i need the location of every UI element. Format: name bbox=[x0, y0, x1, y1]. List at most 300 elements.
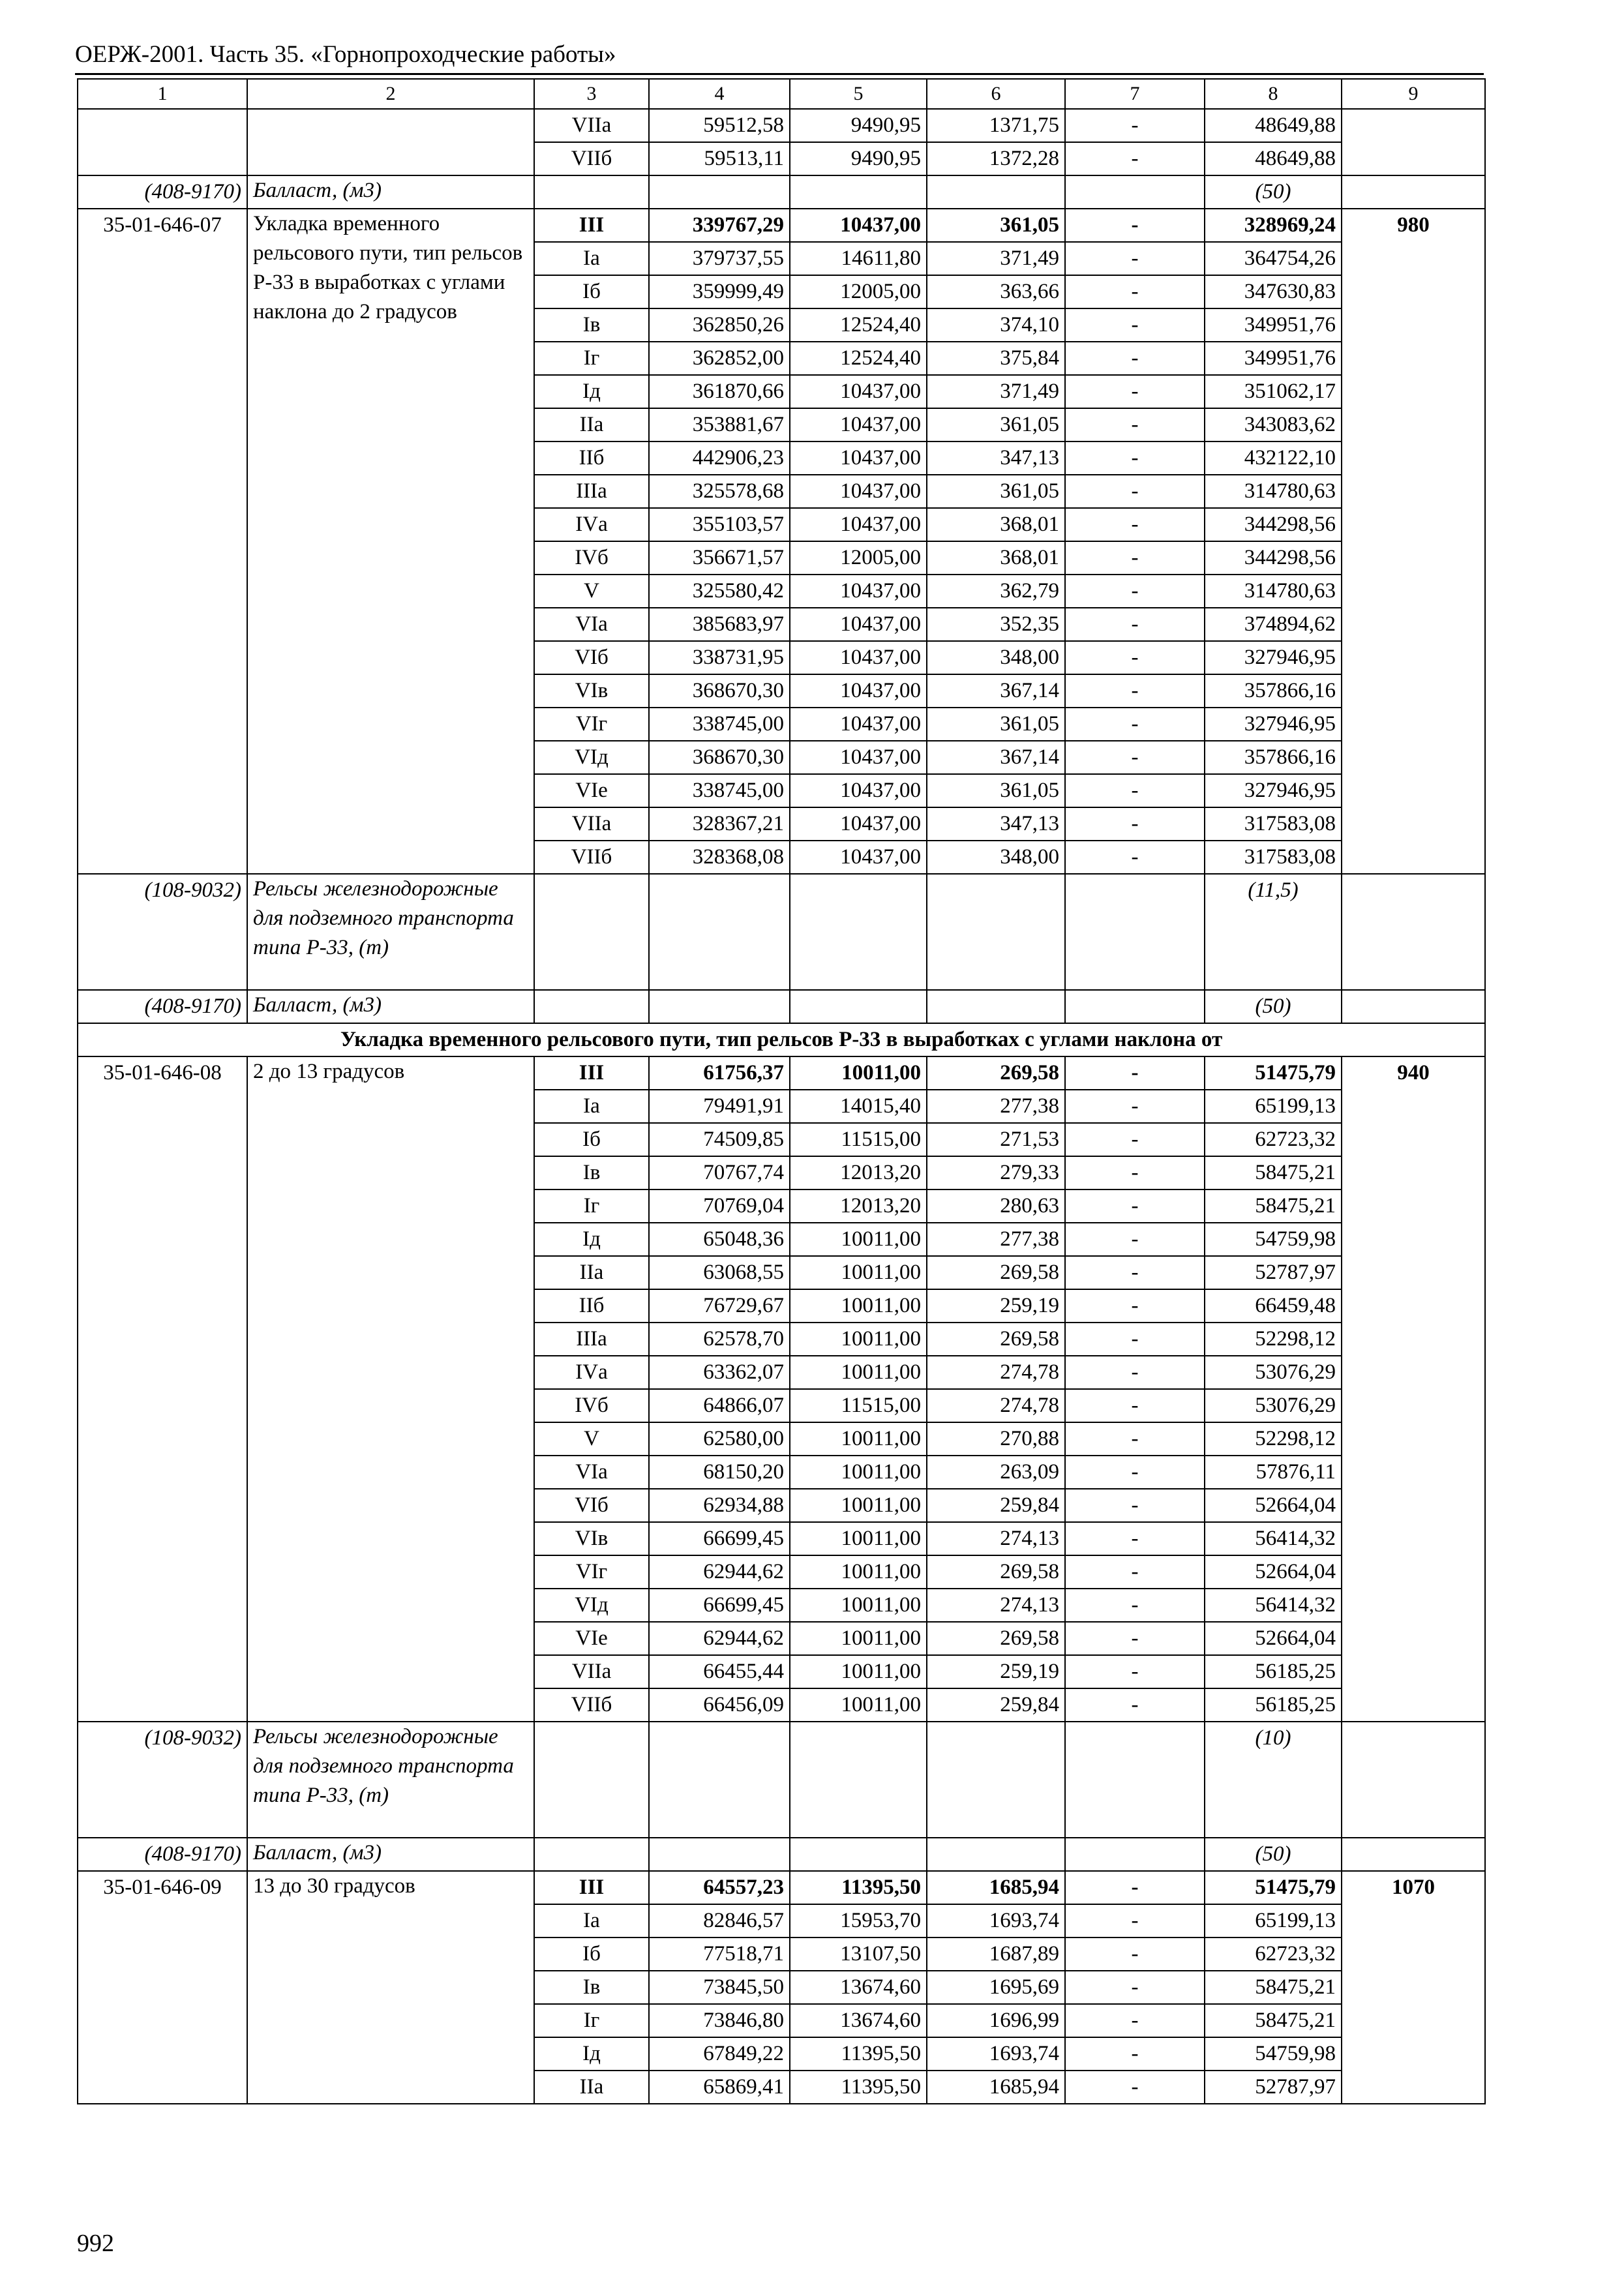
variant-cell: VIг bbox=[534, 708, 649, 741]
materials-cell: 52298,12 bbox=[1205, 1323, 1342, 1356]
wages-cell: 12005,00 bbox=[790, 275, 927, 308]
cost-total-cell: 359999,49 bbox=[649, 275, 790, 308]
variant-cell: VIв bbox=[534, 674, 649, 708]
drivers-wage-cell: - bbox=[1065, 1356, 1205, 1389]
empty-cell bbox=[1342, 990, 1485, 1023]
variant-cell: IIIа bbox=[534, 475, 649, 508]
variant-cell: Iг bbox=[534, 1189, 649, 1223]
drivers-wage-cell: - bbox=[1065, 2004, 1205, 2037]
drivers-wage-cell: - bbox=[1065, 2071, 1205, 2104]
wages-cell: 10437,00 bbox=[790, 508, 927, 541]
resource-row bbox=[78, 1838, 1485, 1871]
empty-cell bbox=[1065, 874, 1205, 990]
materials-cell: 328969,24 bbox=[1205, 209, 1342, 242]
cost-total-cell: 66456,09 bbox=[649, 1688, 790, 1722]
resource-code-cell: (108-9032) bbox=[78, 874, 247, 990]
wages-cell: 10011,00 bbox=[790, 1422, 927, 1456]
drivers-wage-cell: - bbox=[1065, 1589, 1205, 1622]
materials-cell: 66459,48 bbox=[1205, 1289, 1342, 1323]
variant-cell: Iв bbox=[534, 1156, 649, 1189]
variant-cell: VIд bbox=[534, 741, 649, 774]
drivers-wage-cell: - bbox=[1065, 1156, 1205, 1189]
materials-cell: 314780,63 bbox=[1205, 575, 1342, 608]
wages-cell: 10011,00 bbox=[790, 1223, 927, 1256]
materials-cell: 364754,26 bbox=[1205, 242, 1342, 275]
materials-cell: 357866,16 bbox=[1205, 674, 1342, 708]
wages-cell: 10437,00 bbox=[790, 807, 927, 841]
resource-name-cell: Балласт, (м3) bbox=[247, 1838, 534, 1871]
machines-cell: 363,66 bbox=[927, 275, 1065, 308]
wages-cell: 10011,00 bbox=[790, 1522, 927, 1555]
cost-total-cell: 65048,36 bbox=[649, 1223, 790, 1256]
machines-cell: 1371,75 bbox=[927, 109, 1065, 142]
drivers-wage-cell: - bbox=[1065, 1971, 1205, 2004]
cost-total-cell: 62944,62 bbox=[649, 1555, 790, 1589]
empty-cell bbox=[534, 1838, 649, 1871]
empty-cell bbox=[534, 1722, 649, 1838]
work-description-cell: Укладка временного рельсового пути, тип рельсов Р-33 в выработках с углами наклона до 2 градусов bbox=[247, 209, 534, 874]
column-number: 3 bbox=[534, 79, 649, 109]
column-number: 1 bbox=[78, 79, 247, 109]
variant-cell: IVа bbox=[534, 508, 649, 541]
machines-cell: 374,10 bbox=[927, 308, 1065, 342]
drivers-wage-cell: - bbox=[1065, 1871, 1205, 1904]
machines-cell: 263,09 bbox=[927, 1456, 1065, 1489]
cost-total-cell: 82846,57 bbox=[649, 1904, 790, 1937]
machines-cell: 362,79 bbox=[927, 575, 1065, 608]
empty-cell bbox=[1065, 175, 1205, 209]
drivers-wage-cell: - bbox=[1065, 1123, 1205, 1156]
materials-cell: 56414,32 bbox=[1205, 1589, 1342, 1622]
variant-cell: IVб bbox=[534, 541, 649, 575]
table-row bbox=[78, 1871, 1485, 1904]
variant-cell: VIе bbox=[534, 774, 649, 807]
variant-cell: VIIа bbox=[534, 109, 649, 142]
machines-cell: 361,05 bbox=[927, 708, 1065, 741]
resource-row bbox=[78, 175, 1485, 209]
materials-cell: 62723,32 bbox=[1205, 1123, 1342, 1156]
cost-total-cell: 70767,74 bbox=[649, 1156, 790, 1189]
wages-cell: 9490,95 bbox=[790, 142, 927, 175]
table-row bbox=[78, 109, 1485, 142]
rates-table bbox=[77, 78, 1486, 2104]
variant-cell: IIб bbox=[534, 441, 649, 475]
variant-cell: Iг bbox=[534, 2004, 649, 2037]
materials-cell: 343083,62 bbox=[1205, 408, 1342, 441]
variant-cell: VIIб bbox=[534, 1688, 649, 1722]
materials-cell: 52664,04 bbox=[1205, 1555, 1342, 1589]
materials-cell: 374894,62 bbox=[1205, 608, 1342, 641]
resource-code-cell: (408-9170) bbox=[78, 175, 247, 209]
machines-cell: 1695,69 bbox=[927, 1971, 1065, 2004]
empty-cell bbox=[927, 175, 1065, 209]
cost-total-cell: 338745,00 bbox=[649, 774, 790, 807]
wages-cell: 10437,00 bbox=[790, 708, 927, 741]
drivers-wage-cell: - bbox=[1065, 641, 1205, 674]
labor-total-cell: 940 bbox=[1342, 1056, 1485, 1722]
materials-cell: 58475,21 bbox=[1205, 2004, 1342, 2037]
cost-total-cell: 362850,26 bbox=[649, 308, 790, 342]
machines-cell: 269,58 bbox=[927, 1056, 1065, 1090]
cost-total-cell: 73845,50 bbox=[649, 1971, 790, 2004]
drivers-wage-cell: - bbox=[1065, 774, 1205, 807]
cost-total-cell: 356671,57 bbox=[649, 541, 790, 575]
variant-cell: Iа bbox=[534, 1904, 649, 1937]
cost-total-cell: 67849,22 bbox=[649, 2037, 790, 2071]
wages-cell: 11515,00 bbox=[790, 1389, 927, 1422]
drivers-wage-cell: - bbox=[1065, 1655, 1205, 1688]
wages-cell: 10437,00 bbox=[790, 408, 927, 441]
cost-total-cell: 62934,88 bbox=[649, 1489, 790, 1522]
cost-total-cell: 63362,07 bbox=[649, 1356, 790, 1389]
materials-cell: 327946,95 bbox=[1205, 641, 1342, 674]
variant-cell: VIIа bbox=[534, 807, 649, 841]
machines-cell: 1685,94 bbox=[927, 1871, 1065, 1904]
resource-name-cell: Балласт, (м3) bbox=[247, 990, 534, 1023]
page-number: 992 bbox=[77, 2230, 114, 2257]
wages-cell: 12013,20 bbox=[790, 1156, 927, 1189]
materials-cell: 52787,97 bbox=[1205, 2071, 1342, 2104]
materials-cell: 54759,98 bbox=[1205, 2037, 1342, 2071]
machines-cell: 269,58 bbox=[927, 1622, 1065, 1655]
section-title: Укладка временного рельсового пути, тип рельсов Р-33 в выработках с углами наклона от bbox=[78, 1023, 1485, 1056]
materials-cell: 357866,16 bbox=[1205, 741, 1342, 774]
variant-cell: Iб bbox=[534, 275, 649, 308]
resource-code-cell: (108-9032) bbox=[78, 1722, 247, 1838]
cost-total-cell: 328367,21 bbox=[649, 807, 790, 841]
machines-cell: 1693,74 bbox=[927, 1904, 1065, 1937]
machines-cell: 274,78 bbox=[927, 1356, 1065, 1389]
resource-row bbox=[78, 990, 1485, 1023]
wages-cell: 9490,95 bbox=[790, 109, 927, 142]
machines-cell: 361,05 bbox=[927, 408, 1065, 441]
variant-cell: IIIа bbox=[534, 1323, 649, 1356]
materials-cell: 344298,56 bbox=[1205, 541, 1342, 575]
resource-code-cell: (408-9170) bbox=[78, 1838, 247, 1871]
variant-cell: Iв bbox=[534, 308, 649, 342]
empty-cell bbox=[1342, 175, 1485, 209]
empty-cell bbox=[1065, 1838, 1205, 1871]
resource-name-cell: Рельсы железнодорожные для подземного транспорта типа Р-33, (т) bbox=[247, 1722, 534, 1838]
drivers-wage-cell: - bbox=[1065, 708, 1205, 741]
wages-cell: 12013,20 bbox=[790, 1189, 927, 1223]
variant-cell: VIе bbox=[534, 1622, 649, 1655]
empty-cell bbox=[534, 990, 649, 1023]
machines-cell: 347,13 bbox=[927, 441, 1065, 475]
wages-cell: 11515,00 bbox=[790, 1123, 927, 1156]
cost-total-cell: 325578,68 bbox=[649, 475, 790, 508]
empty-cell bbox=[790, 990, 927, 1023]
machines-cell: 259,84 bbox=[927, 1489, 1065, 1522]
resource-name-cell: Балласт, (м3) bbox=[247, 175, 534, 209]
drivers-wage-cell: - bbox=[1065, 1090, 1205, 1123]
materials-cell: 56414,32 bbox=[1205, 1522, 1342, 1555]
machines-cell: 1693,74 bbox=[927, 2037, 1065, 2071]
wages-cell: 10437,00 bbox=[790, 774, 927, 807]
variant-cell: VIг bbox=[534, 1555, 649, 1589]
cost-total-cell: 442906,23 bbox=[649, 441, 790, 475]
materials-cell: 52664,04 bbox=[1205, 1489, 1342, 1522]
wages-cell: 13674,60 bbox=[790, 2004, 927, 2037]
wages-cell: 10437,00 bbox=[790, 674, 927, 708]
machines-cell: 361,05 bbox=[927, 209, 1065, 242]
empty-cell bbox=[649, 874, 790, 990]
materials-cell: 317583,08 bbox=[1205, 841, 1342, 874]
wages-cell: 12524,40 bbox=[790, 342, 927, 375]
variant-cell: VIд bbox=[534, 1589, 649, 1622]
variant-cell: VIа bbox=[534, 1456, 649, 1489]
empty-cell bbox=[649, 1838, 790, 1871]
materials-cell: 58475,21 bbox=[1205, 1971, 1342, 2004]
empty-cell bbox=[1342, 1838, 1485, 1871]
drivers-wage-cell: - bbox=[1065, 1688, 1205, 1722]
wages-cell: 12005,00 bbox=[790, 541, 927, 575]
machines-cell: 1696,99 bbox=[927, 2004, 1065, 2037]
wages-cell: 13107,50 bbox=[790, 1937, 927, 1971]
table-row bbox=[78, 1056, 1485, 1090]
wages-cell: 10011,00 bbox=[790, 1323, 927, 1356]
drivers-wage-cell: - bbox=[1065, 1056, 1205, 1090]
machines-cell: 274,13 bbox=[927, 1522, 1065, 1555]
machines-cell: 259,19 bbox=[927, 1655, 1065, 1688]
cost-total-cell: 76729,67 bbox=[649, 1289, 790, 1323]
machines-cell: 259,84 bbox=[927, 1688, 1065, 1722]
empty-cell bbox=[649, 175, 790, 209]
cost-total-cell: 353881,67 bbox=[649, 408, 790, 441]
rate-code-cell: 35-01-646-09 bbox=[78, 1871, 247, 2104]
machines-cell: 368,01 bbox=[927, 508, 1065, 541]
cost-total-cell: 63068,55 bbox=[649, 1256, 790, 1289]
drivers-wage-cell: - bbox=[1065, 375, 1205, 408]
materials-cell: 347630,83 bbox=[1205, 275, 1342, 308]
empty-cell bbox=[1342, 874, 1485, 990]
wages-cell: 10011,00 bbox=[790, 1555, 927, 1589]
drivers-wage-cell: - bbox=[1065, 1189, 1205, 1223]
cost-total-cell: 368670,30 bbox=[649, 741, 790, 774]
machines-cell: 271,53 bbox=[927, 1123, 1065, 1156]
section-row bbox=[78, 1023, 1485, 1056]
machines-cell: 1687,89 bbox=[927, 1937, 1065, 1971]
column-number: 8 bbox=[1205, 79, 1342, 109]
cost-total-cell: 379737,55 bbox=[649, 242, 790, 275]
cost-total-cell: 65869,41 bbox=[649, 2071, 790, 2104]
drivers-wage-cell: - bbox=[1065, 1555, 1205, 1589]
variant-cell: Iд bbox=[534, 2037, 649, 2071]
column-number-row bbox=[78, 79, 1485, 109]
drivers-wage-cell: - bbox=[1065, 1256, 1205, 1289]
machines-cell: 274,78 bbox=[927, 1389, 1065, 1422]
wages-cell: 10011,00 bbox=[790, 1056, 927, 1090]
variant-cell: VIIб bbox=[534, 142, 649, 175]
drivers-wage-cell: - bbox=[1065, 1422, 1205, 1456]
materials-cell: 349951,76 bbox=[1205, 308, 1342, 342]
variant-cell: III bbox=[534, 1056, 649, 1090]
cost-total-cell: 62580,00 bbox=[649, 1422, 790, 1456]
resource-qty-cell: (50) bbox=[1205, 1838, 1342, 1871]
wages-cell: 10437,00 bbox=[790, 741, 927, 774]
cost-total-cell: 325580,42 bbox=[649, 575, 790, 608]
machines-cell: 1372,28 bbox=[927, 142, 1065, 175]
empty-cell bbox=[247, 109, 534, 175]
materials-cell: 51475,79 bbox=[1205, 1056, 1342, 1090]
wages-cell: 10011,00 bbox=[790, 1655, 927, 1688]
cost-total-cell: 62578,70 bbox=[649, 1323, 790, 1356]
wages-cell: 14015,40 bbox=[790, 1090, 927, 1123]
cost-total-cell: 328368,08 bbox=[649, 841, 790, 874]
drivers-wage-cell: - bbox=[1065, 1937, 1205, 1971]
wages-cell: 10437,00 bbox=[790, 608, 927, 641]
variant-cell: IIа bbox=[534, 408, 649, 441]
empty-cell bbox=[534, 175, 649, 209]
column-number: 2 bbox=[247, 79, 534, 109]
materials-cell: 53076,29 bbox=[1205, 1356, 1342, 1389]
cost-total-cell: 361870,66 bbox=[649, 375, 790, 408]
machines-cell: 270,88 bbox=[927, 1422, 1065, 1456]
column-number: 5 bbox=[790, 79, 927, 109]
drivers-wage-cell: - bbox=[1065, 209, 1205, 242]
column-number: 4 bbox=[649, 79, 790, 109]
machines-cell: 361,05 bbox=[927, 774, 1065, 807]
wages-cell: 10437,00 bbox=[790, 575, 927, 608]
cost-total-cell: 59513,11 bbox=[649, 142, 790, 175]
empty-cell bbox=[790, 175, 927, 209]
empty-cell bbox=[927, 874, 1065, 990]
work-description-cell: 13 до 30 градусов bbox=[247, 1871, 534, 2104]
cost-total-cell: 362852,00 bbox=[649, 342, 790, 375]
materials-cell: 65199,13 bbox=[1205, 1904, 1342, 1937]
empty-cell bbox=[927, 990, 1065, 1023]
materials-cell: 314780,63 bbox=[1205, 475, 1342, 508]
labor-total-cell: 980 bbox=[1342, 209, 1485, 874]
variant-cell: IVа bbox=[534, 1356, 649, 1389]
drivers-wage-cell: - bbox=[1065, 1522, 1205, 1555]
machines-cell: 269,58 bbox=[927, 1555, 1065, 1589]
materials-cell: 432122,10 bbox=[1205, 441, 1342, 475]
materials-cell: 57876,11 bbox=[1205, 1456, 1342, 1489]
resource-row bbox=[78, 1722, 1485, 1838]
cost-total-cell: 62944,62 bbox=[649, 1622, 790, 1655]
variant-cell: V bbox=[534, 575, 649, 608]
drivers-wage-cell: - bbox=[1065, 1489, 1205, 1522]
machines-cell: 274,13 bbox=[927, 1589, 1065, 1622]
variant-cell: Iб bbox=[534, 1937, 649, 1971]
machines-cell: 348,00 bbox=[927, 841, 1065, 874]
empty-cell bbox=[649, 990, 790, 1023]
cost-total-cell: 66699,45 bbox=[649, 1522, 790, 1555]
machines-cell: 371,49 bbox=[927, 375, 1065, 408]
column-number: 9 bbox=[1342, 79, 1485, 109]
wages-cell: 10011,00 bbox=[790, 1589, 927, 1622]
variant-cell: VIб bbox=[534, 641, 649, 674]
drivers-wage-cell: - bbox=[1065, 1622, 1205, 1655]
column-number: 7 bbox=[1065, 79, 1205, 109]
drivers-wage-cell: - bbox=[1065, 541, 1205, 575]
variant-cell: Iа bbox=[534, 1090, 649, 1123]
wages-cell: 10437,00 bbox=[790, 641, 927, 674]
drivers-wage-cell: - bbox=[1065, 1456, 1205, 1489]
cost-total-cell: 64866,07 bbox=[649, 1389, 790, 1422]
materials-cell: 65199,13 bbox=[1205, 1090, 1342, 1123]
drivers-wage-cell: - bbox=[1065, 807, 1205, 841]
variant-cell: IVб bbox=[534, 1389, 649, 1422]
cost-total-cell: 59512,58 bbox=[649, 109, 790, 142]
rate-code-cell: 35-01-646-07 bbox=[78, 209, 247, 874]
drivers-wage-cell: - bbox=[1065, 342, 1205, 375]
wages-cell: 10437,00 bbox=[790, 475, 927, 508]
cost-total-cell: 79491,91 bbox=[649, 1090, 790, 1123]
drivers-wage-cell: - bbox=[1065, 741, 1205, 774]
resource-code-cell: (408-9170) bbox=[78, 990, 247, 1023]
variant-cell: V bbox=[534, 1422, 649, 1456]
machines-cell: 277,38 bbox=[927, 1090, 1065, 1123]
machines-cell: 368,01 bbox=[927, 541, 1065, 575]
wages-cell: 10437,00 bbox=[790, 841, 927, 874]
wages-cell: 10011,00 bbox=[790, 1356, 927, 1389]
wages-cell: 14611,80 bbox=[790, 242, 927, 275]
page-header: ОЕРЖ-2001. Часть 35. «Горнопроходческие работы» bbox=[75, 41, 616, 68]
resource-qty-cell: (11,5) bbox=[1205, 874, 1342, 990]
drivers-wage-cell: - bbox=[1065, 109, 1205, 142]
wages-cell: 10011,00 bbox=[790, 1688, 927, 1722]
variant-cell: Iг bbox=[534, 342, 649, 375]
labor-total-cell: 1070 bbox=[1342, 1871, 1485, 2104]
materials-cell: 58475,21 bbox=[1205, 1189, 1342, 1223]
wages-cell: 15953,70 bbox=[790, 1904, 927, 1937]
variant-cell: Iв bbox=[534, 1971, 649, 2004]
drivers-wage-cell: - bbox=[1065, 674, 1205, 708]
cost-total-cell: 73846,80 bbox=[649, 2004, 790, 2037]
variant-cell: Iа bbox=[534, 242, 649, 275]
materials-cell: 52787,97 bbox=[1205, 1256, 1342, 1289]
materials-cell: 48649,88 bbox=[1205, 109, 1342, 142]
materials-cell: 52664,04 bbox=[1205, 1622, 1342, 1655]
machines-cell: 347,13 bbox=[927, 807, 1065, 841]
variant-cell: III bbox=[534, 1871, 649, 1904]
wages-cell: 12524,40 bbox=[790, 308, 927, 342]
materials-cell: 56185,25 bbox=[1205, 1655, 1342, 1688]
wages-cell: 10437,00 bbox=[790, 375, 927, 408]
drivers-wage-cell: - bbox=[1065, 408, 1205, 441]
rate-code-cell: 35-01-646-08 bbox=[78, 1056, 247, 1722]
drivers-wage-cell: - bbox=[1065, 475, 1205, 508]
cost-total-cell: 338745,00 bbox=[649, 708, 790, 741]
wages-cell: 10011,00 bbox=[790, 1456, 927, 1489]
materials-cell: 327946,95 bbox=[1205, 708, 1342, 741]
empty-cell bbox=[1342, 109, 1485, 175]
cost-total-cell: 368670,30 bbox=[649, 674, 790, 708]
machines-cell: 371,49 bbox=[927, 242, 1065, 275]
empty-cell bbox=[1065, 1722, 1205, 1838]
empty-cell bbox=[534, 874, 649, 990]
machines-cell: 367,14 bbox=[927, 741, 1065, 774]
empty-cell bbox=[790, 1838, 927, 1871]
header-rule bbox=[75, 73, 1484, 75]
drivers-wage-cell: - bbox=[1065, 575, 1205, 608]
cost-total-cell: 68150,20 bbox=[649, 1456, 790, 1489]
wages-cell: 10011,00 bbox=[790, 1289, 927, 1323]
resource-qty-cell: (50) bbox=[1205, 990, 1342, 1023]
empty-cell bbox=[927, 1838, 1065, 1871]
machines-cell: 367,14 bbox=[927, 674, 1065, 708]
cost-total-cell: 64557,23 bbox=[649, 1871, 790, 1904]
machines-cell: 269,58 bbox=[927, 1256, 1065, 1289]
materials-cell: 317583,08 bbox=[1205, 807, 1342, 841]
variant-cell: VIIб bbox=[534, 841, 649, 874]
machines-cell: 269,58 bbox=[927, 1323, 1065, 1356]
cost-total-cell: 70769,04 bbox=[649, 1189, 790, 1223]
drivers-wage-cell: - bbox=[1065, 275, 1205, 308]
drivers-wage-cell: - bbox=[1065, 1389, 1205, 1422]
